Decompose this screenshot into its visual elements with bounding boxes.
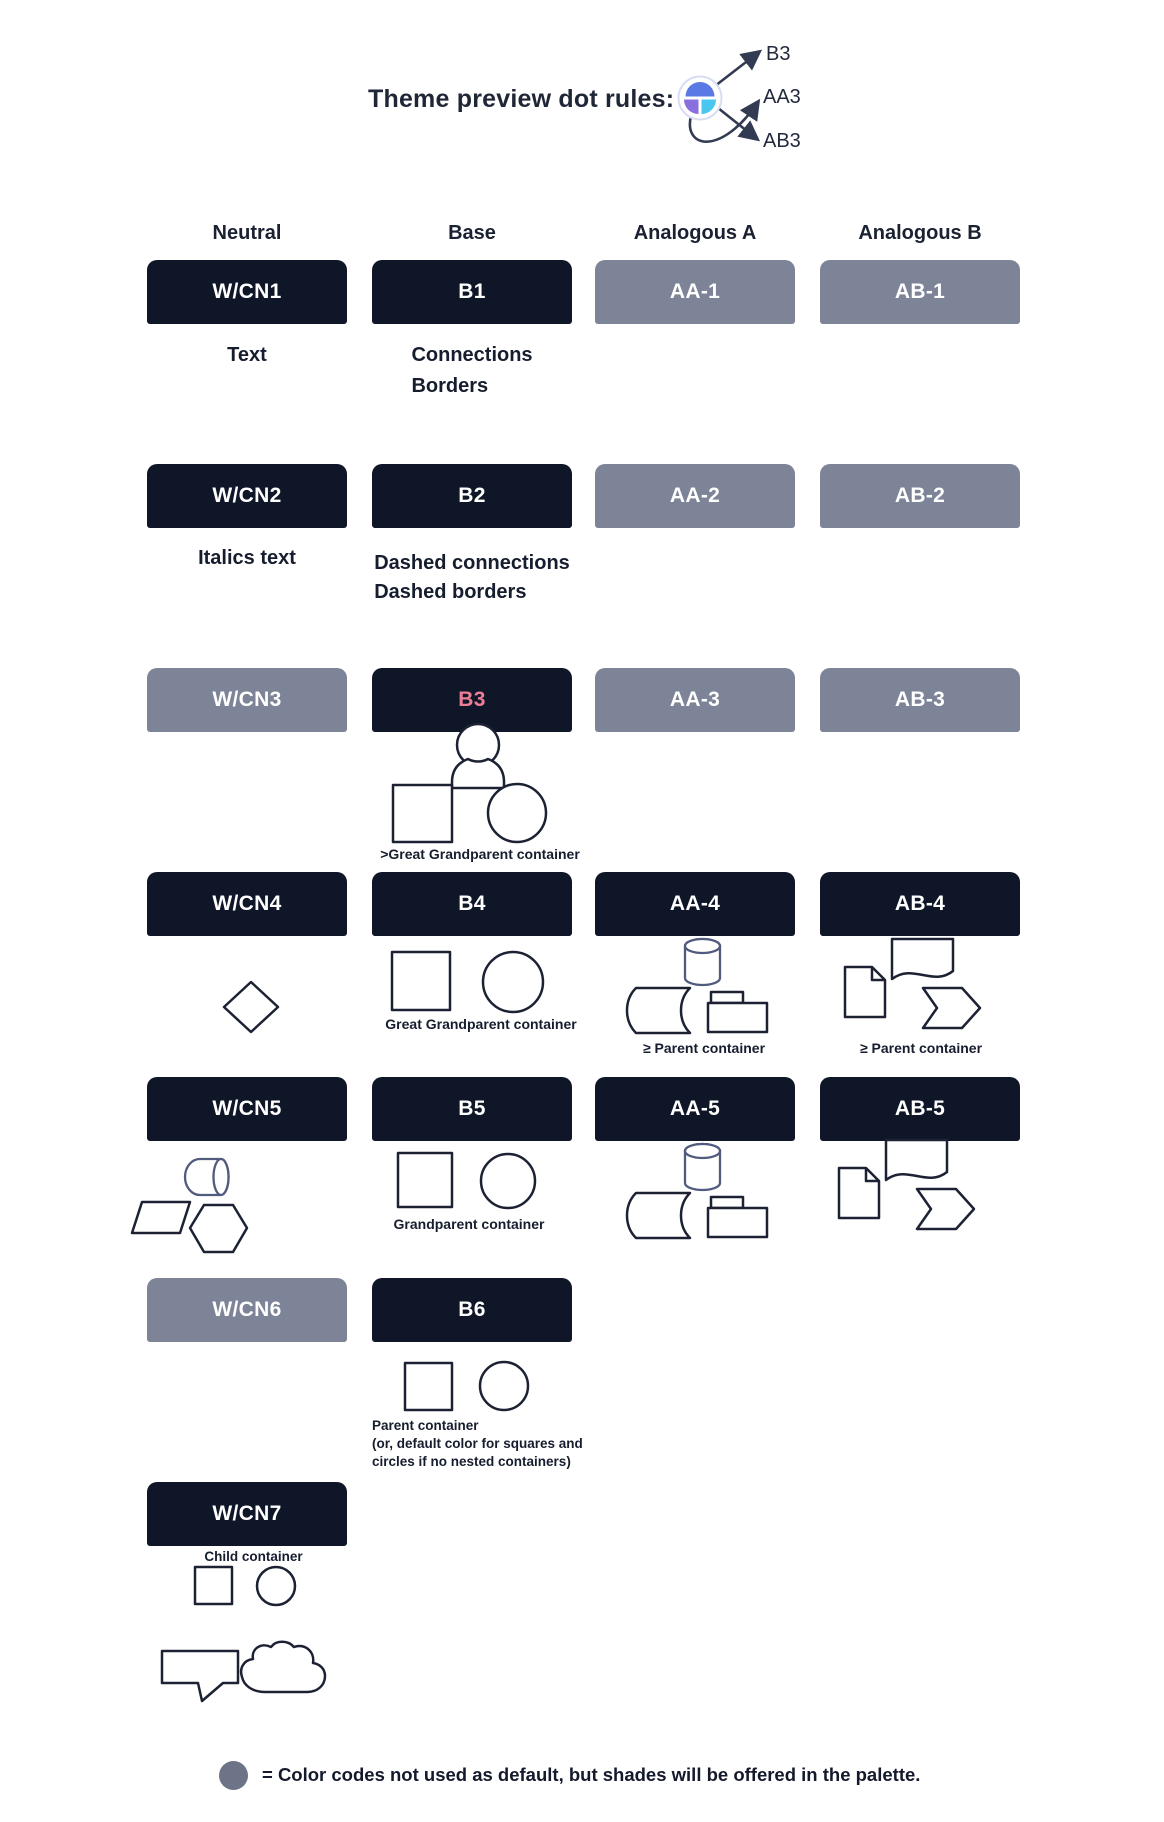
column-header-analogous-a: Analogous A — [633, 222, 757, 244]
wcn7-shapes-bubble-cloud-icon — [155, 1638, 335, 1708]
circle-shape-icon — [257, 1567, 295, 1605]
caption-b6-line1: Parent container — [372, 1418, 479, 1433]
wcn7-shapes-square-circle-icon — [190, 1562, 305, 1610]
square-shape-icon — [195, 1567, 232, 1604]
caption-b3: >Great Grandparent container — [380, 846, 580, 862]
swatch-label: AA-4 — [669, 892, 721, 915]
chevron-shape-icon — [923, 988, 980, 1028]
legend-text: = Color codes not used as default, but shades will be offered in the palette. — [262, 1764, 921, 1785]
column-header-neutral: Neutral — [212, 222, 282, 244]
aa4-shapes-cluster-icon — [626, 935, 776, 1037]
swatch-ab5 — [820, 1077, 1020, 1141]
swatch-label: AB-5 — [894, 1097, 946, 1120]
cylinder-top-icon — [685, 1144, 720, 1158]
stored-data-shape-icon — [627, 988, 690, 1033]
swatch-label: W/CN2 — [212, 484, 282, 507]
circle-shape-icon — [480, 1362, 528, 1410]
dot-label-b3: B3 — [766, 43, 791, 65]
swatch-wcn3 — [147, 668, 347, 732]
diamond-shape-icon — [224, 982, 278, 1032]
note-b2-line1: Dashed connections — [374, 552, 570, 574]
document-folded-corner-icon — [839, 1168, 879, 1218]
legend-gray-dot-icon — [219, 1761, 248, 1790]
b3-shapes-person-square-circle-icon — [385, 718, 555, 850]
swatch-label: AA-1 — [669, 280, 721, 303]
caption-b4: Great Grandparent container — [385, 1016, 577, 1032]
swatch-wcn6 — [147, 1278, 347, 1342]
caption-b6 — [372, 1417, 602, 1471]
swatch-label: B4 — [458, 892, 486, 915]
person-head-icon — [457, 724, 499, 766]
square-shape-icon — [392, 952, 450, 1010]
note-b1 — [372, 340, 572, 402]
swatch-b2 — [372, 464, 572, 528]
person-body-icon — [452, 759, 504, 788]
swatch-aa1 — [595, 260, 795, 324]
wave-document-shape-icon — [886, 1140, 947, 1180]
b6-shapes-square-circle-icon — [400, 1358, 535, 1414]
wcn5-shapes-cluster-icon — [130, 1150, 260, 1260]
swatch-wcn2 — [147, 464, 347, 528]
swatch-label: W/CN6 — [212, 1298, 282, 1321]
column-header-analogous-b: Analogous B — [858, 222, 982, 244]
swatch-aa5 — [595, 1077, 795, 1141]
swatch-aa2 — [595, 464, 795, 528]
swatch-ab4 — [820, 872, 1020, 936]
caption-b6-line2: (or, default color for squares and — [372, 1436, 583, 1451]
swatch-label: AA-3 — [669, 688, 721, 711]
aa5-shapes-cluster-icon — [626, 1140, 776, 1242]
folder-tab-icon — [711, 992, 743, 1003]
swatch-b1 — [372, 260, 572, 324]
column-header-base: Base — [448, 222, 496, 244]
square-shape-icon — [405, 1363, 452, 1410]
swatch-label: W/CN4 — [212, 892, 282, 915]
swatch-label: AA-5 — [669, 1097, 721, 1120]
swatch-label: W/CN3 — [212, 688, 282, 711]
dot-label-ab3: AB3 — [763, 130, 801, 152]
swatch-b4 — [372, 872, 572, 936]
chevron-shape-icon — [917, 1189, 974, 1229]
note-wcn1: Text — [227, 344, 267, 366]
b5-shapes-square-circle-icon — [394, 1149, 544, 1213]
folder-tab-icon — [711, 1197, 743, 1208]
swatch-wcn1 — [147, 260, 347, 324]
horizontal-cylinder-cap-icon — [214, 1159, 229, 1195]
stored-data-shape-icon — [627, 1193, 690, 1238]
swatch-label: B3 — [458, 688, 486, 711]
document-folded-corner-icon — [845, 967, 885, 1017]
note-b2 — [372, 549, 572, 607]
circle-shape-icon — [481, 1154, 535, 1208]
dot-label-aa3: AA3 — [763, 86, 801, 108]
ab4-shapes-cluster-icon — [838, 935, 988, 1035]
swatch-label: B2 — [458, 484, 486, 507]
cloud-shape-icon — [241, 1642, 325, 1692]
folder-body-icon — [708, 1003, 767, 1032]
note-b2-line2: Dashed borders — [374, 581, 527, 603]
swatch-label: W/CN5 — [212, 1097, 282, 1120]
hexagon-shape-icon — [190, 1205, 247, 1252]
cylinder-top-icon — [685, 939, 720, 953]
b4-shapes-square-circle-icon — [388, 948, 548, 1018]
wave-document-shape-icon — [892, 939, 953, 979]
swatch-label: B6 — [458, 1298, 486, 1321]
swatch-label: AA-2 — [669, 484, 721, 507]
page-title: Theme preview dot rules: — [368, 85, 675, 113]
swatch-b6 — [372, 1278, 572, 1342]
speech-bubble-shape-icon — [162, 1651, 238, 1701]
swatch-ab1 — [820, 260, 1020, 324]
caption-b6-line3: circles if no nested containers) — [372, 1454, 571, 1469]
caption-wcn7: Child container — [204, 1549, 303, 1564]
swatch-label: B1 — [458, 280, 486, 303]
swatch-label: AB-2 — [894, 484, 946, 507]
swatch-aa3 — [595, 668, 795, 732]
swatch-label: AB-4 — [894, 892, 946, 915]
swatch-wcn5 — [147, 1077, 347, 1141]
swatch-label: AB-1 — [894, 280, 946, 303]
swatch-label: W/CN7 — [212, 1502, 282, 1525]
parallelogram-shape-icon — [132, 1202, 190, 1233]
caption-ab4: ≥ Parent container — [859, 1040, 983, 1056]
note-b1-line2: Borders — [411, 375, 489, 397]
swatch-label: AB-3 — [894, 688, 946, 711]
note-b1-line1: Connections — [411, 344, 533, 366]
swatch-ab2 — [820, 464, 1020, 528]
square-shape-icon — [393, 785, 452, 842]
wcn4-diamond-icon — [222, 980, 282, 1036]
swatch-ab3 — [820, 668, 1020, 732]
swatch-label: W/CN1 — [212, 280, 282, 303]
swatch-label: B5 — [458, 1097, 486, 1120]
caption-b5: Grandparent container — [393, 1216, 545, 1232]
arrow-to-ab3 — [713, 104, 757, 139]
swatch-b5 — [372, 1077, 572, 1141]
circle-shape-icon — [483, 952, 543, 1012]
swatch-aa4 — [595, 872, 795, 936]
arrow-to-b3 — [715, 52, 759, 86]
ab5-shapes-cluster-icon — [832, 1136, 982, 1236]
note-wcn2: Italics text — [198, 547, 296, 569]
folder-body-icon — [708, 1208, 767, 1237]
swatch-wcn7 — [147, 1482, 347, 1546]
swatch-wcn4 — [147, 872, 347, 936]
square-shape-icon — [398, 1153, 452, 1207]
caption-aa4: ≥ Parent container — [642, 1040, 766, 1056]
circle-shape-icon — [488, 784, 546, 842]
